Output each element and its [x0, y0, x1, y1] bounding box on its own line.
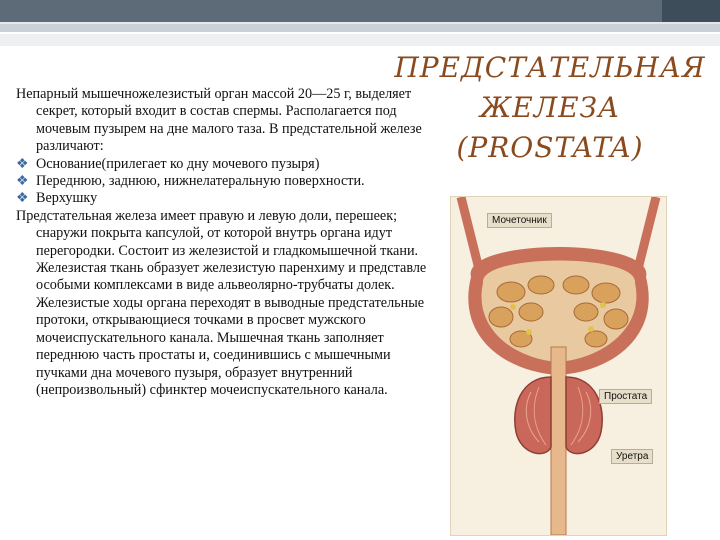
header-bar: [0, 0, 720, 32]
bullet-item: [16, 190, 436, 207]
body-text: [16, 86, 436, 399]
header-accent-block: [662, 0, 720, 22]
description-paragraph: Предстательная железа имеет правую и левую доли, перешеек; снаружи покрыта капсулой, от которой внутрь органа идут перегородки. Состоит из железистой и гладкомышечной ткани. Железистая ткань образует железистую паренхиму и представле особыми комплексами в виде альвеолярно-трубчаты долек. Железистые ходы органа переходят в выводные предстательные протоки, открывающиеся точками в просвет мужского мочеиспускательного канала. Мышечная ткань заполняет переднюю часть простаты и, соединившись с мышечными пучками дна мочевого пузыря, образует внутренний (непроизвольный) сфинктер мочеиспускательного канала.: [16, 207, 427, 398]
header-divider: [0, 22, 720, 24]
prostate-label: Простата: [599, 389, 652, 404]
prostate-anatomy-illustration: [450, 196, 667, 536]
bullet-diamond-icon: ❖: [16, 191, 29, 207]
bullet-text: Основание(прилегает ко дну мочевого пузыря): [36, 155, 320, 172]
bullet-diamond-icon: ❖: [16, 174, 29, 190]
prostate-right-lobe: [566, 377, 602, 454]
urethra-channel: [551, 347, 566, 535]
bullet-text: Верхушку: [36, 190, 98, 207]
title-line-1: ПРЕДСТАТЕЛЬНАЯ: [394, 51, 706, 84]
header-band: [0, 34, 720, 46]
intro-paragraph: Непарный мышечножелезистый орган массой 20—25 г, выделяет секрет, который входит в состав спермы. Располагается под мочевым пузырем на дне малого таза. В предстательной железе различают:: [16, 86, 422, 155]
bullet-text: Переднюю, заднюю, нижнелатеральную поверхности.: [36, 173, 365, 190]
title-line-2: ЖЕЛЕЗА: [479, 91, 621, 124]
urethra-label: Уретра: [611, 449, 653, 464]
title-line-3: (PROSTATA): [456, 131, 644, 164]
bullet-item: [16, 173, 436, 190]
header-dark-strip: [0, 0, 720, 22]
bullet-diamond-icon: ❖: [16, 156, 29, 172]
anatomy-drawing: [451, 197, 666, 535]
prostate-left-lobe: [515, 377, 551, 454]
ureter-label: Мочеточник: [487, 213, 552, 228]
bullet-item: [16, 156, 436, 173]
